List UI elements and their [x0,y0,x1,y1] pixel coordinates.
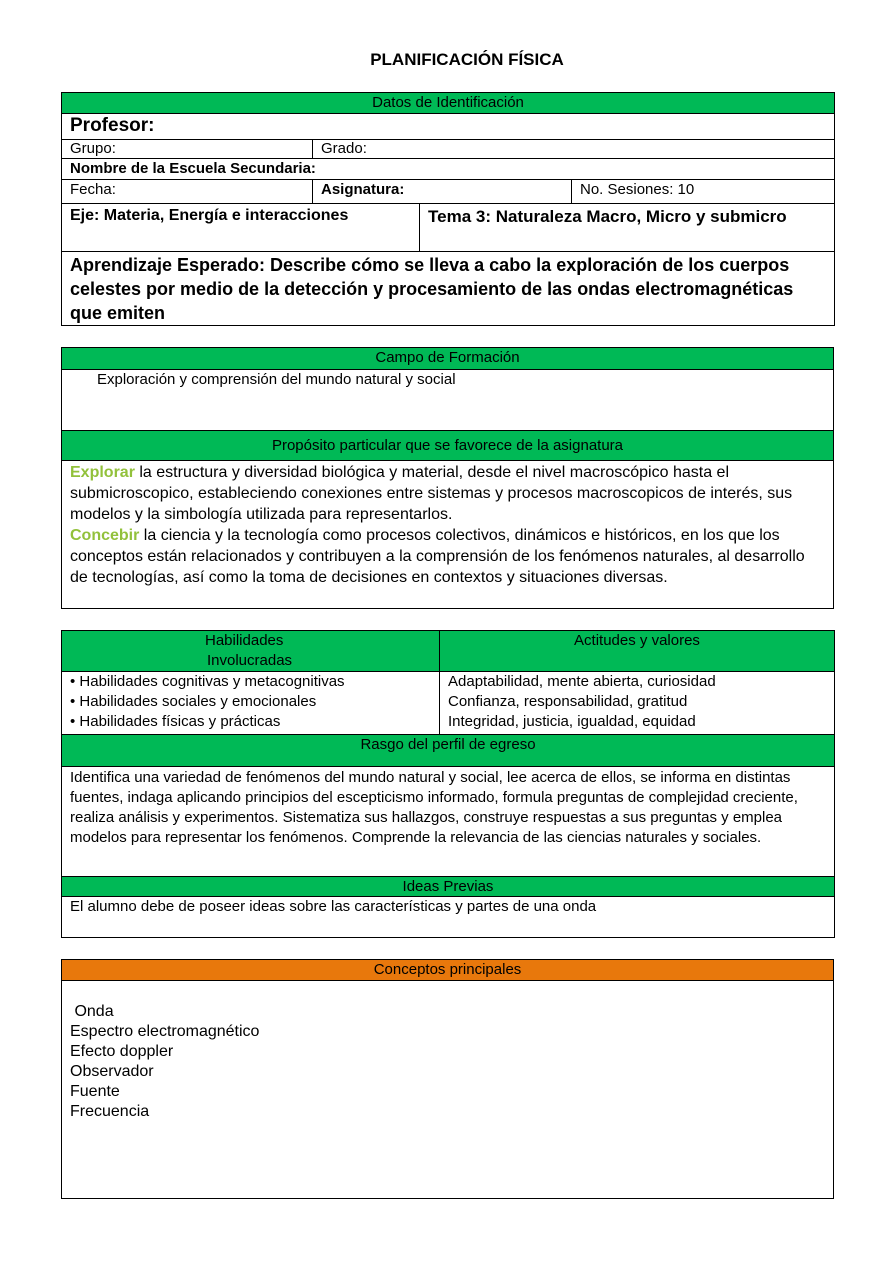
explorar-text: la estructura y diversidad biológica y material, desde el nivel macroscópico hasta el submicroscopico, estableciendo conexiones entre sistemas y procesos macroscopicos de interés, sus modelos y la simbología utilizada para representarlos. [70,464,793,523]
habilidades-header-line1: Habilidades [205,632,284,649]
campo-text: Exploración y comprensión del mundo natural y social [62,370,834,431]
escuela-label: Nombre de la Escuela Secundaria: [62,159,835,180]
conceptos-header: Conceptos principales [62,960,834,981]
list-item: Espectro electromagnético [70,1023,260,1040]
tema-label: Tema 3: Naturaleza Macro, Micro y submicro [420,204,835,252]
identification-header: Datos de Identificación [62,93,835,114]
proposito-header: Propósito particular que se favorece de la asignatura [62,431,834,461]
grupo-label: Grupo: [62,140,313,159]
list-item: Observador [70,1063,154,1080]
profesor-label: Profesor: [62,114,835,140]
fecha-label: Fecha: [62,180,313,204]
identification-table [61,92,835,326]
proposito-body [62,461,834,609]
concebir-keyword: Concebir [70,527,140,544]
list-item: Onda [70,1003,114,1020]
page-title: PLANIFICACIÓN FÍSICA [370,50,564,69]
habilidades-table [61,630,835,938]
habilidades-header-line2: Involucradas [207,652,293,669]
sesiones-label: No. Sesiones: 10 [572,180,835,204]
campo-header: Campo de Formación [62,348,834,370]
grado-label: Grado: [313,140,835,159]
rasgo-header: Rasgo del perfil de egreso [62,735,835,767]
list-item: Adaptabilidad, mente abierta, curiosidad [448,673,716,690]
actitudes-header: Actitudes y valores [440,631,835,672]
conceptos-list [62,981,834,1199]
explorar-keyword: Explorar [70,464,135,481]
list-item: • Habilidades físicas y prácticas [70,713,281,730]
aprendizaje-esperado: Aprendizaje Esperado: Describe cómo se lleva a cabo la exploración de los cuerpos celestes por medio de la detección y procesamiento de las ondas electromagnéticas que emiten [62,252,835,326]
habilidades-header [62,631,440,672]
rasgo-text: Identifica una variedad de fenómenos del mundo natural y social, lee acerca de ellos, se informa en distintas fuentes, indaga aplicando principios del escepticismo informado, formula preguntas de complejidad creciente, realiza análisis y experimentos. Sistematiza sus hallazgos, construye respuestas a sus preguntas y emplea modelos para representar los fenómenos. Comprende la relevancia de las ciencias naturales y sociales. [62,767,835,877]
concebir-text: la ciencia y la tecnología como procesos colectivos, dinámicos e históricos, en los que los conceptos están relacionados y contribuyen a la comprensión de los fenómenos naturales, al desarrollo de tecnologías, así como la toma de decisiones en contextos y situaciones diversas. [70,527,805,586]
campo-proposito-table [61,347,834,609]
conceptos-table [61,959,834,1199]
list-item: • Habilidades cognitivas y metacognitivas [70,673,345,690]
ideas-text: El alumno debe de poseer ideas sobre las características y partes de una onda [62,897,835,938]
list-item: Frecuencia [70,1103,150,1120]
habilidades-list [62,672,440,735]
list-item: Integridad, justicia, igualdad, equidad [448,713,696,730]
eje-label: Eje: Materia, Energía e interacciones [62,204,420,252]
ideas-header: Ideas Previas [62,877,835,897]
asignatura-label: Asignatura: [313,180,572,204]
list-item: Fuente [70,1083,120,1100]
actitudes-list [440,672,835,735]
list-item: Efecto doppler [70,1043,174,1060]
list-item: Confianza, responsabilidad, gratitud [448,693,688,710]
list-item: • Habilidades sociales y emocionales [70,693,317,710]
